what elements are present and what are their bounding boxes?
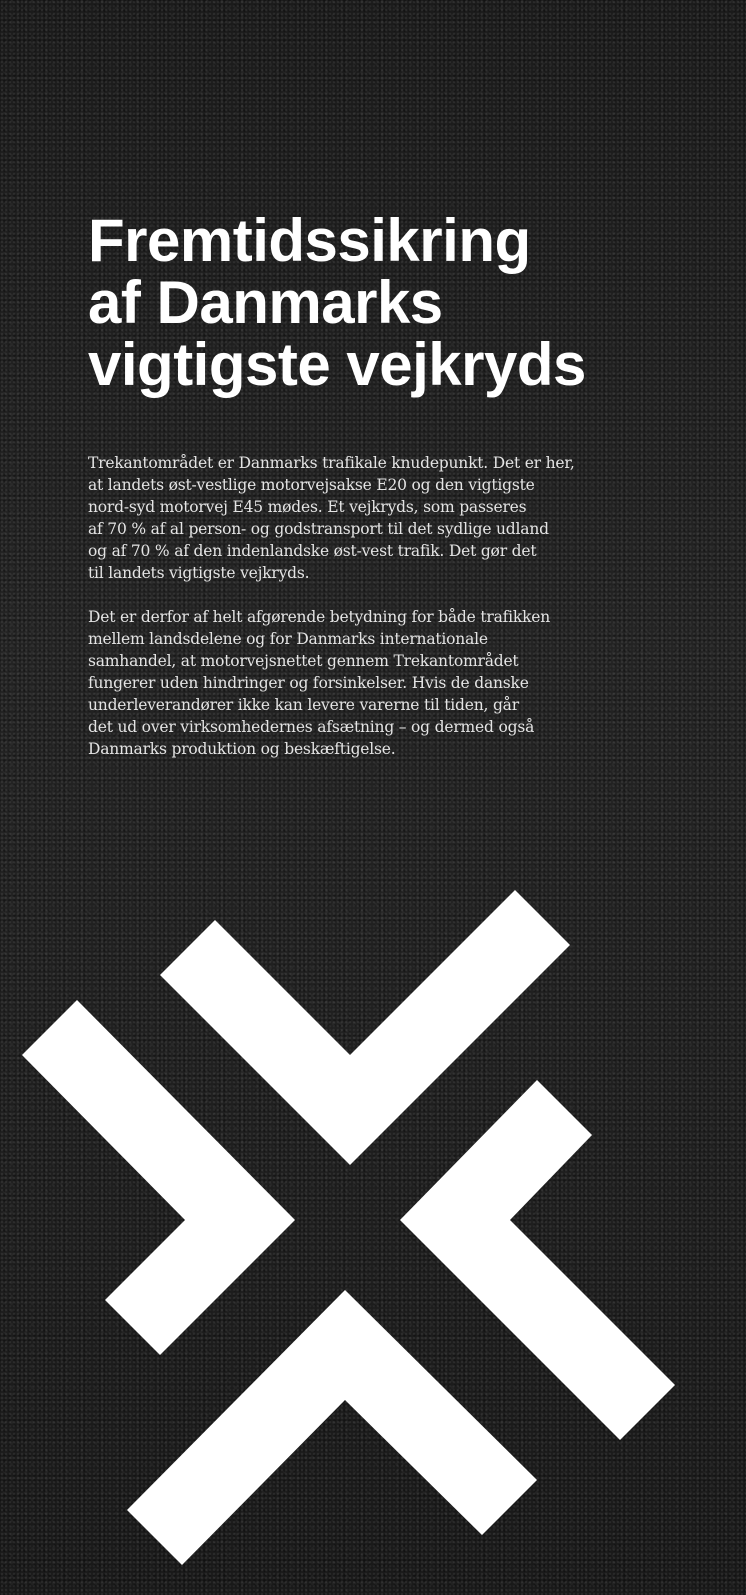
chevron-bottom [127,1290,537,1565]
headline-line: af Danmarks [88,269,443,336]
text-line: fungerer uden hindringer og forsinkelser. Hvis de danske [88,674,529,692]
paragraph-importance [88,606,648,760]
headline [88,207,708,398]
text-line: underleverandører ikke kan levere varerne til tiden, går [88,696,519,714]
body-text [88,452,648,760]
text-line: mellem landsdelene og for Danmarks internationale [88,630,488,648]
text-line: Trekantområdet er Danmarks trafikale knudepunkt. Det er her, [88,454,575,472]
text-line: samhandel, at motorvejsnettet gennem Trekantområdet [88,652,519,670]
text-line: af 70 % af al person- og godstransport til det sydlige udland [88,520,549,538]
headline-line: Fremtidssikring [88,207,531,274]
text-line: til landets vigtigste vejkryds. [88,564,310,582]
text-line: det ud over virksomhedernes afsætning – og dermed også [88,718,535,736]
text-line: Det er derfor af helt afgørende betydning for både trafikken [88,608,551,626]
headline-line: vigtigste vejkryds [88,331,586,398]
text-line: og af 70 % af den indenlandske øst-vest trafik. Det gør det [88,542,537,560]
text-line: at landets øst-vestlige motorvejsakse E20 og den vigtigste [88,476,535,494]
paragraph-intro [88,452,648,584]
text-line: nord-syd motorvej E45 mødes. Et vejkryds, som passeres [88,498,527,516]
crossroads-logo-icon [0,860,746,1595]
text-line: Danmarks produktion og beskæftigelse. [88,740,396,758]
